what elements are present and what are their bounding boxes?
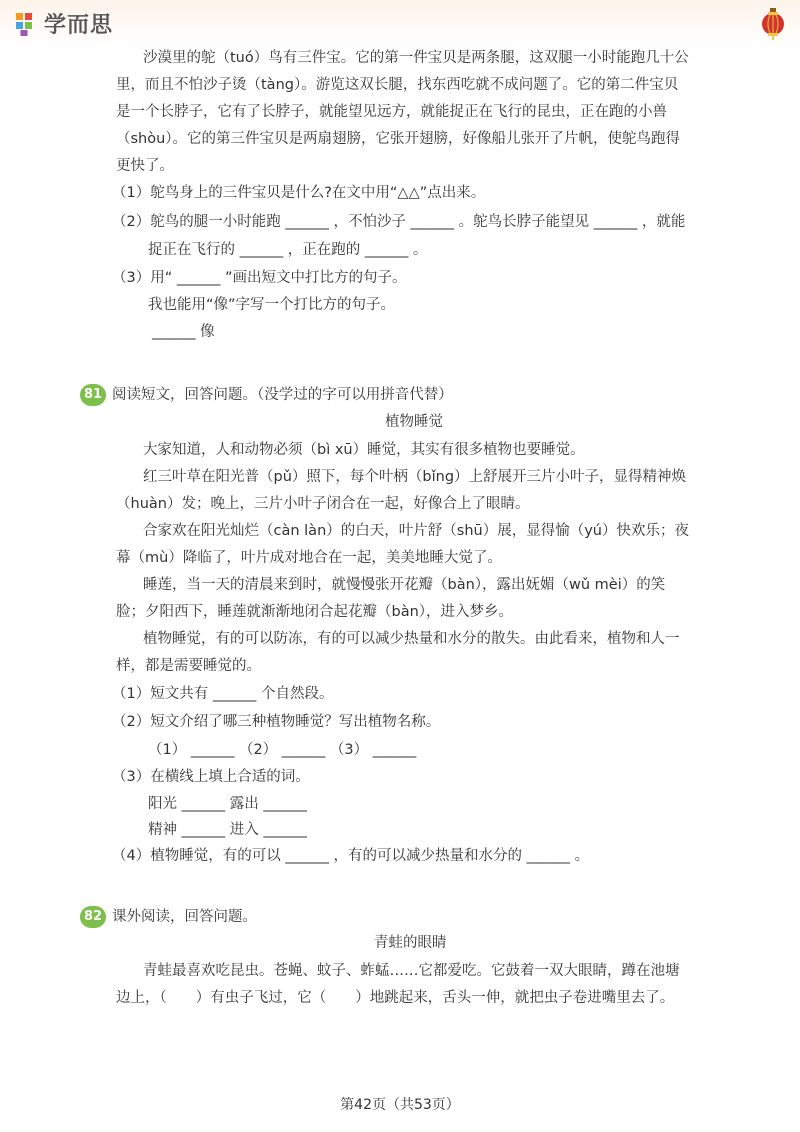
passage-line: （huàn）发；晚上，三片小叶子闭合在一起，好像合上了眼睛。 [116, 496, 530, 512]
question-number-badge: 82 [80, 906, 106, 928]
question-line: （3）用“ ______ ”画出短文中打比方的句子。 [112, 270, 407, 286]
passage-line: 里，而且不怕沙子烫（tàng）。游览这双长腿，找东西吃就不成问题了。它的第二件宝贝 [116, 77, 679, 93]
question-line: 精神 ______ 进入 ______ [148, 822, 307, 838]
page-header [0, 0, 800, 48]
question-line: （1）短文共有 ______ 个自然段。 [112, 686, 334, 702]
question-line: （2）鸵鸟的腿一小时能跑 ______ ，不怕沙子 ______ 。鸵鸟长脖子能望见 ______ ，就能 [112, 214, 686, 230]
question-line: （1） ______ （2） ______ （3） ______ [148, 742, 417, 758]
passage-line: 脸；夕阳西下，睡莲就渐渐地闭合起花瓣（bàn），进入梦乡。 [116, 604, 514, 620]
question-line: 我也能用“像”字写一个打比方的句子。 [148, 297, 396, 313]
passage-line: （shòu）。它的第三件宝贝是两扇翅膀，它张开翅膀，好像船儿张开了片帆，使鸵鸟跑得 [116, 131, 681, 147]
passage-line: 是一个长脖子，它有了长脖子，就能望见远方，就能捉正在飞行的昆虫，正在跑的小兽 [116, 104, 667, 120]
passage-title: 植物睡觉 [385, 414, 443, 430]
brand-logo-icon [14, 11, 40, 37]
passage-line: 幕（mù）降临了，叶片成对地合在一起，美美地睡大觉了。 [116, 550, 502, 566]
question-line: （3）在横线上填上合适的词。 [112, 769, 310, 785]
section-instruction: 阅读短文，回答问题。（没学过的字可以用拼音代替） [112, 387, 453, 403]
question-line: ______ 像 [152, 324, 215, 340]
question-number-badge: 81 [80, 384, 106, 406]
passage-line: 样，都是需要睡觉的。 [116, 658, 261, 674]
passage-line: 更快了。 [116, 158, 174, 174]
question-line: （4）植物睡觉，有的可以 ______ ，有的可以减少热量和水分的 ______ 。 [112, 848, 590, 864]
question-line: 阳光 ______ 露出 ______ [148, 796, 307, 812]
page-number: 第42页（共53页） [340, 1097, 460, 1113]
passage-line: 大家知道，人和动物必须（bì xū）睡觉，其实有很多植物也要睡觉。 [143, 442, 585, 458]
question-line: 捉正在飞行的 ______ ，正在跑的 ______ 。 [148, 242, 428, 258]
question-line: （2）短文介绍了哪三种植物睡觉？写出植物名称。 [112, 714, 441, 730]
passage-line: 沙漠里的鸵（tuó）鸟有三件宝。它的第一件宝贝是两条腿，这双腿一小时能跑几十公 [143, 50, 689, 66]
passage-title: 青蛙的眼睛 [374, 935, 447, 951]
passage-line: 边上，（ ）有虫子飞过，它（ ）地跳起来，舌头一伸，就把虫子卷进嘴里去了。 [116, 990, 675, 1006]
passage-line: 植物睡觉，有的可以防冻，有的可以减少热量和水分的散失。由此看来，植物和人一 [143, 631, 680, 647]
passage-line: 合家欢在阳光灿烂（càn làn）的白天，叶片舒（shū）展，显得愉（yú）快欢乐；夜 [143, 523, 689, 539]
brand-name: 学而思 [44, 13, 114, 38]
brand-logo [14, 8, 113, 39]
passage-line: 红三叶草在阳光普（pǔ）照下，每个叶柄（bǐng）上舒展开三片小叶子，显得精神焕 [143, 469, 687, 485]
passage-line: 青蛙最喜欢吃昆虫。苍蝇、蚊子、蚱蜢……它都爱吃。它鼓着一双大眼睛，蹲在池塘 [143, 963, 680, 979]
section-instruction: 课外阅读，回答问题。 [112, 909, 257, 925]
lantern-icon [760, 8, 786, 40]
passage-line: 睡莲，当一天的清晨来到时，就慢慢张开花瓣（bàn），露出妩媚（wǔ mèi）的笑 [143, 577, 666, 593]
question-line: （1）鸵鸟身上的三件宝贝是什么?在文中用“△△”点出来。 [112, 185, 486, 201]
